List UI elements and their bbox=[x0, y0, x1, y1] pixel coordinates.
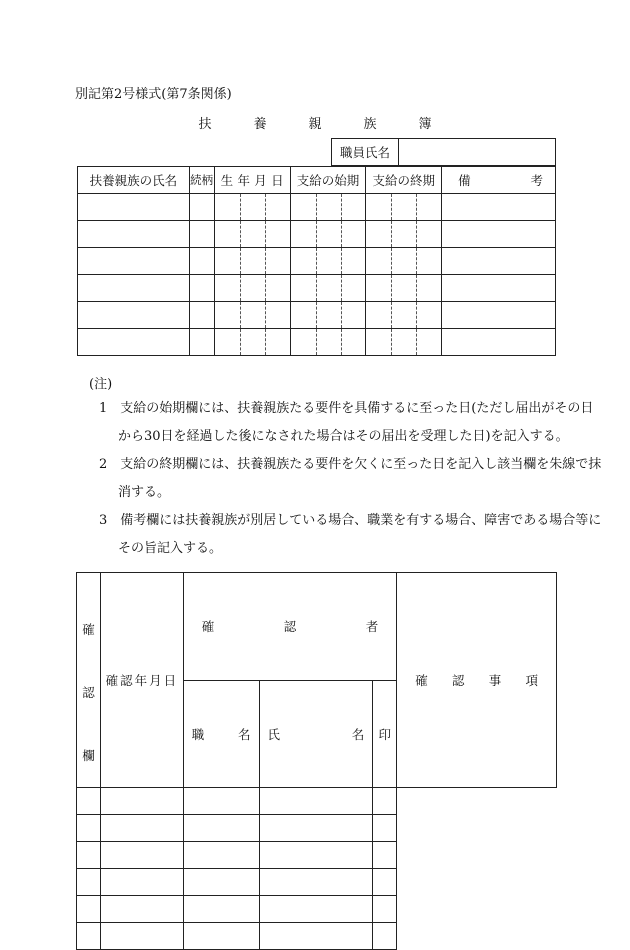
note-item bbox=[99, 451, 601, 479]
date-divider bbox=[265, 248, 266, 274]
cell-end[interactable] bbox=[366, 248, 442, 275]
header-char: 者 bbox=[365, 619, 379, 635]
cell-post[interactable] bbox=[100, 923, 183, 950]
header-char: 確 bbox=[415, 673, 428, 688]
table-header-row bbox=[78, 167, 556, 194]
date-divider bbox=[240, 302, 241, 328]
date-divider bbox=[240, 194, 241, 220]
table-row bbox=[77, 869, 557, 896]
date-divider bbox=[416, 302, 417, 328]
date-divider bbox=[416, 194, 417, 220]
header-char: 名 bbox=[351, 726, 365, 742]
date-divider bbox=[416, 221, 417, 247]
date-divider bbox=[341, 221, 342, 247]
cell-confirmer-name[interactable] bbox=[183, 842, 259, 869]
date-divider bbox=[391, 248, 392, 274]
cell-post[interactable] bbox=[100, 869, 183, 896]
date-divider bbox=[341, 329, 342, 355]
table-row bbox=[77, 923, 557, 950]
col-header-seal: 印 bbox=[373, 680, 397, 788]
staff-name-field[interactable] bbox=[399, 139, 556, 166]
side-char: 確 bbox=[82, 621, 95, 637]
note-item bbox=[99, 395, 601, 423]
cell-post[interactable] bbox=[100, 896, 183, 923]
cell-seal[interactable] bbox=[259, 842, 373, 869]
cell-post[interactable] bbox=[100, 788, 183, 815]
date-divider bbox=[265, 329, 266, 355]
col-header-end: 支給の終期 bbox=[366, 167, 442, 194]
cell-name[interactable] bbox=[78, 221, 190, 248]
dependents-table-body bbox=[78, 194, 556, 356]
date-divider bbox=[416, 275, 417, 301]
cell-name[interactable] bbox=[78, 302, 190, 329]
confirmation-table bbox=[76, 572, 557, 950]
cell-start[interactable] bbox=[290, 275, 366, 302]
cell-confirm-date[interactable] bbox=[77, 923, 101, 950]
title-char: 親 bbox=[308, 117, 322, 132]
cell-birthdate[interactable] bbox=[214, 275, 290, 302]
cell-confirm-matters[interactable] bbox=[373, 896, 397, 923]
staff-name-label: 職員氏名 bbox=[332, 139, 399, 166]
cell-birthdate[interactable] bbox=[214, 248, 290, 275]
cell-birthdate[interactable] bbox=[214, 302, 290, 329]
cell-seal[interactable] bbox=[259, 815, 373, 842]
date-divider bbox=[240, 275, 241, 301]
date-divider bbox=[316, 221, 317, 247]
header-char: 項 bbox=[525, 673, 538, 688]
note-item-cont: その旨記入する。 bbox=[118, 541, 223, 556]
table-row bbox=[78, 329, 556, 356]
note-item-cont: から30日を経過した後になされた場合はその届出を受理した日)を記入する。 bbox=[118, 429, 569, 444]
confirm-side-label bbox=[77, 573, 101, 788]
header-char: 名 bbox=[238, 726, 251, 742]
col-header-relation: 続柄 bbox=[189, 167, 214, 194]
cell-confirmer-name[interactable] bbox=[183, 815, 259, 842]
cell-remarks[interactable] bbox=[442, 248, 556, 275]
cell-seal[interactable] bbox=[259, 896, 373, 923]
date-divider bbox=[240, 329, 241, 355]
header-char: 月 bbox=[254, 173, 267, 188]
cell-confirm-matters[interactable] bbox=[373, 815, 397, 842]
title-char: 扶 bbox=[198, 117, 212, 132]
cell-end[interactable] bbox=[366, 329, 442, 356]
date-divider bbox=[391, 302, 392, 328]
cell-remarks[interactable] bbox=[442, 302, 556, 329]
note-item-cont: 消する。 bbox=[118, 485, 171, 500]
dependents-table bbox=[77, 166, 556, 356]
header-char: 職 bbox=[191, 726, 205, 742]
title-char: 族 bbox=[363, 117, 377, 132]
date-divider bbox=[265, 221, 266, 247]
header-char: 年 bbox=[237, 173, 250, 188]
notes-heading: (注) bbox=[89, 377, 113, 392]
cell-confirm-matters[interactable] bbox=[373, 842, 397, 869]
col-header-start: 支給の始期 bbox=[290, 167, 366, 194]
cell-name[interactable] bbox=[78, 248, 190, 275]
title-char: 養 bbox=[253, 117, 267, 132]
cell-confirm-date[interactable] bbox=[77, 896, 101, 923]
header-char: 生 bbox=[220, 173, 234, 188]
cell-start[interactable] bbox=[290, 194, 366, 221]
side-char: 認 bbox=[82, 684, 95, 700]
header-char: 確 bbox=[201, 619, 215, 635]
staff-name-box bbox=[331, 138, 556, 166]
cell-birthdate[interactable] bbox=[214, 221, 290, 248]
date-divider bbox=[316, 275, 317, 301]
date-divider bbox=[240, 221, 241, 247]
cell-seal[interactable] bbox=[259, 788, 373, 815]
note-number: 1 bbox=[99, 401, 108, 416]
note-text: 支給の終期欄には、扶養親族たる要件を欠くに至った日を記入し該当欄を朱線で抹 bbox=[120, 457, 602, 472]
cell-name[interactable] bbox=[78, 329, 190, 356]
cell-relation[interactable] bbox=[189, 329, 214, 356]
cell-remarks[interactable] bbox=[442, 194, 556, 221]
confirmation-table-body bbox=[77, 788, 557, 950]
cell-remarks[interactable] bbox=[442, 221, 556, 248]
date-divider bbox=[265, 302, 266, 328]
cell-confirm-matters[interactable] bbox=[373, 788, 397, 815]
col-header-name: 扶養親族の氏名 bbox=[78, 167, 190, 194]
header-char: 考 bbox=[530, 173, 543, 188]
header-char: 日 bbox=[271, 173, 284, 188]
cell-confirm-matters[interactable] bbox=[373, 923, 397, 950]
date-divider bbox=[265, 194, 266, 220]
cell-remarks[interactable] bbox=[442, 275, 556, 302]
cell-confirm-date[interactable] bbox=[77, 815, 101, 842]
table-row bbox=[77, 842, 557, 869]
cell-relation[interactable] bbox=[189, 275, 214, 302]
cell-name[interactable] bbox=[78, 194, 190, 221]
col-header-post bbox=[183, 680, 259, 788]
date-divider bbox=[316, 302, 317, 328]
cell-confirm-date[interactable] bbox=[77, 788, 101, 815]
date-divider bbox=[391, 221, 392, 247]
header-char: 認 bbox=[283, 619, 297, 635]
cell-confirmer-name[interactable] bbox=[183, 869, 259, 896]
notes-list bbox=[99, 395, 601, 563]
date-divider bbox=[416, 248, 417, 274]
note-number: 3 bbox=[99, 513, 108, 528]
cell-end[interactable] bbox=[366, 221, 442, 248]
col-header-confirm-matters bbox=[397, 573, 557, 788]
cell-relation[interactable] bbox=[189, 302, 214, 329]
cell-relation[interactable] bbox=[189, 194, 214, 221]
table-row bbox=[77, 815, 557, 842]
table-row bbox=[78, 221, 556, 248]
col-header-remarks bbox=[442, 167, 556, 194]
title-char: 簿 bbox=[418, 117, 432, 132]
cell-birthdate[interactable] bbox=[214, 329, 290, 356]
date-divider bbox=[391, 275, 392, 301]
col-header-confirmer-name bbox=[259, 680, 373, 788]
date-divider bbox=[416, 329, 417, 355]
header-char: 事 bbox=[488, 673, 502, 688]
cell-seal[interactable] bbox=[259, 923, 373, 950]
cell-end[interactable] bbox=[366, 194, 442, 221]
col-header-confirm-date: 確認年月日 bbox=[100, 573, 183, 788]
cell-end[interactable] bbox=[366, 275, 442, 302]
document-title bbox=[0, 113, 630, 132]
form-label: 別記第2号様式(第7条関係) bbox=[75, 87, 232, 102]
cell-relation[interactable] bbox=[189, 221, 214, 248]
date-divider bbox=[341, 248, 342, 274]
col-header-birthdate bbox=[214, 167, 290, 194]
date-divider bbox=[240, 248, 241, 274]
note-text: 支給の始期欄には、扶養親族たる要件を具備するに至った日(ただし届出がその日 bbox=[120, 401, 594, 416]
cell-birthdate[interactable] bbox=[214, 194, 290, 221]
cell-remarks[interactable] bbox=[442, 329, 556, 356]
note-text: 備考欄には扶養親族が別居している場合、職業を有する場合、障害である場合等に bbox=[120, 513, 602, 528]
col-header-confirmer bbox=[183, 573, 397, 681]
table-row bbox=[78, 302, 556, 329]
date-divider bbox=[341, 275, 342, 301]
date-divider bbox=[265, 275, 266, 301]
table-row bbox=[77, 896, 557, 923]
cell-post[interactable] bbox=[100, 842, 183, 869]
date-divider bbox=[316, 194, 317, 220]
date-divider bbox=[316, 329, 317, 355]
cell-seal[interactable] bbox=[259, 869, 373, 896]
table-row bbox=[78, 194, 556, 221]
cell-confirmer-name[interactable] bbox=[183, 896, 259, 923]
cell-start[interactable] bbox=[290, 248, 366, 275]
header-char: 氏 bbox=[267, 726, 281, 742]
cell-name[interactable] bbox=[78, 275, 190, 302]
header-char: 備 bbox=[458, 173, 471, 188]
date-divider bbox=[316, 248, 317, 274]
cell-start[interactable] bbox=[290, 221, 366, 248]
table-row bbox=[78, 275, 556, 302]
side-char: 欄 bbox=[82, 748, 95, 764]
date-divider bbox=[391, 194, 392, 220]
table-row bbox=[78, 248, 556, 275]
date-divider bbox=[341, 194, 342, 220]
date-divider bbox=[341, 302, 342, 328]
table-row bbox=[77, 788, 557, 815]
date-divider bbox=[391, 329, 392, 355]
cell-relation[interactable] bbox=[189, 248, 214, 275]
cell-confirm-date[interactable] bbox=[77, 842, 101, 869]
cell-confirmer-name[interactable] bbox=[183, 788, 259, 815]
note-number: 2 bbox=[99, 457, 108, 472]
header-char: 認 bbox=[451, 673, 465, 688]
cell-end[interactable] bbox=[366, 302, 442, 329]
cell-start[interactable] bbox=[290, 329, 366, 356]
cell-confirm-matters[interactable] bbox=[373, 869, 397, 896]
note-item bbox=[99, 507, 601, 535]
cell-start[interactable] bbox=[290, 302, 366, 329]
cell-confirmer-name[interactable] bbox=[183, 923, 259, 950]
cell-confirm-date[interactable] bbox=[77, 869, 101, 896]
cell-post[interactable] bbox=[100, 815, 183, 842]
